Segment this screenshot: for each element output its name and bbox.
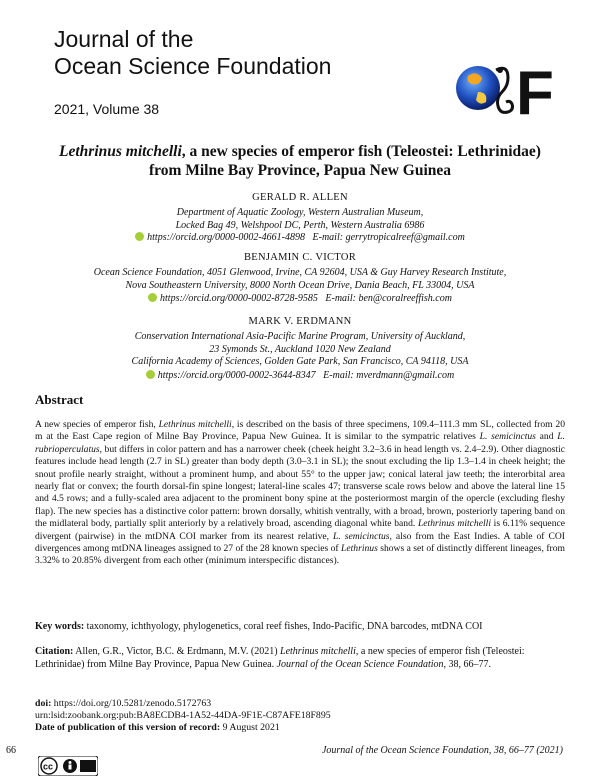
svg-text:cc: cc	[43, 761, 54, 772]
keywords: Key words: taxonomy, ichthyology, phylogenetics, coral reef fishes, Indo-Pacific, DNA barcodes, mtDNA COI	[35, 621, 483, 632]
identifiers: doi: https://doi.org/10.5281/zenodo.5172763 urn:lsid:zoobank.org:pub:BA8ECDB4-1A52-44DA-9F1E-C87AFE18F895 Date of publication of this version of record: 9 August 2021	[35, 698, 565, 734]
logo-letter-f: F	[516, 59, 554, 128]
email-link[interactable]: E-mail: mverdmann@gmail.com	[323, 370, 455, 381]
title-species: Lethrinus mitchelli	[59, 143, 182, 160]
author-contact	[0, 370, 600, 381]
author-name: MARK V. ERDMANN	[248, 316, 352, 327]
article-title: Lethrinus mitchelli, a new species of emperor fish (Teleostei: Lethrinidae) from Milne Bay Province, Papua New Guinea	[59, 143, 541, 179]
orcid-link[interactable]: https://orcid.org/0000-0002-4661-4898	[147, 232, 306, 243]
volume-line: 2021, Volume 38	[54, 101, 160, 117]
citation: Citation: Allen, G.R., Victor, B.C. & Erdmann, M.V. (2021) Lethrinus mitchelli, a new species of emperor fish (Teleostei: Lethrinidae) from Milne Bay Province, Papua New Guinea. Journal of the Ocean Science Foundation, 38, 66–77.	[35, 646, 525, 670]
svg-text:OSF: OSF	[438, 40, 440, 41]
author-affiliation: Department of Aquatic Zoology, Western Australian Museum, Locked Bag 49, Welshpool DC, Perth, Western Australia 6986	[175, 207, 425, 231]
lsid: urn:lsid:zoobank.org:pub:BA8ECDB4-1A52-44DA-9F1E-C87AFE18F895	[35, 710, 331, 721]
doi-link[interactable]: https://doi.org/10.5281/zenodo.5172763	[51, 698, 212, 709]
orcid-icon	[146, 370, 155, 379]
email-link[interactable]: E-mail: gerrytropicalreef@gmail.com	[312, 232, 465, 243]
author-affiliation: Conservation International Asia-Pacific Marine Program, University of Auckland, 23 Symonds St., Auckland 1020 New Zealand California Academy of Sciences, Golden Gate Park, San Francisco, CA 94118, USA	[131, 331, 469, 367]
author-affiliation: Ocean Science Foundation, 4051 Glenwood, Irvine, CA 92604, USA & Guy Harvey Research Institute, Nova Southeastern University, 8000 North Ocean Drive, Dania Beach, FL 33004, USA	[93, 267, 507, 291]
journal-line1: Journal of the	[54, 26, 194, 52]
orcid-icon	[135, 232, 144, 241]
orcid-link[interactable]: https://orcid.org/0000-0002-3644-8347	[157, 370, 316, 381]
email-link[interactable]: E-mail: ben@coralreeffish.com	[325, 293, 452, 304]
journal-name	[54, 26, 331, 80]
orcid-icon	[148, 293, 157, 302]
author-contact	[0, 232, 600, 243]
orcid-link[interactable]: https://orcid.org/0000-0002-8728-9585	[160, 293, 318, 304]
journal-line2: Ocean Science Foundation	[54, 53, 332, 79]
author-name: GERALD R. ALLEN	[252, 192, 348, 203]
page-number: 66	[6, 745, 16, 756]
footer-journal: Journal of the Ocean Science Foundation, 38, 66–77 (2021)	[321, 745, 563, 756]
author-name: BENJAMIN C. VICTOR	[243, 252, 357, 263]
osf-logo	[438, 40, 558, 140]
globe-icon	[456, 66, 500, 110]
abstract-text: A new species of emperor fish, Lethrinus mitchelli, is described on the basis of three specimens, 109.4–111.3 mm SL, collected from 20 m at the East Cape region of Milne Bay Province, Papua New Guinea. It is similar to the sympatric relatives L. semicinctus and L. rubrioperculatus, but differs in color pattern and has a narrower cheek (cheek height 3.2–3.6 in head length vs. 2.4–2.9). Other diagnostic features include head length (2.7 in SL) greater than body depth (3.0–3.1 in SL); the snout excluding the lip 1.3–1.4 in cheek height; the snout profile nearly straight, without a prominent hump, and about 55° to the upper jaw; conical lateral jaw teeth; the interorbital area nearly flat or convex; the fourth dorsal-fin spine longest; lateral-line scales 47; transverse scale rows below and above the lateral line 15 and 4.5 rows; and a fully-scaled area adjacent to the prominent bony spine at the posteriormost margin of the opercle (excluding fleshy flap). The new species has a distinctive color pattern: brown dorsally, whitish ventrally, with a broad, brown, posteriorly tapering band on the midlateral body, partially split anteriorly by a relatively broad, ascending diagonal white band. Lethrinus mitchelli is 6.11% sequence divergent (pairwise) in the mtDNA COI marker from its nearest relative, L. semicinctus, also from the East Indies. A table of COI divergences among mtDNA lineages assigned to 27 of the 28 known species of Lethrinus shows a set of distinctly different lineages, from 3.32% to 20.85% divergent from each other (minimum interspecific distances).	[35, 419, 566, 567]
abstract-heading: Abstract	[35, 392, 84, 407]
cc-license-icon	[38, 756, 98, 776]
author-contact	[0, 293, 600, 304]
